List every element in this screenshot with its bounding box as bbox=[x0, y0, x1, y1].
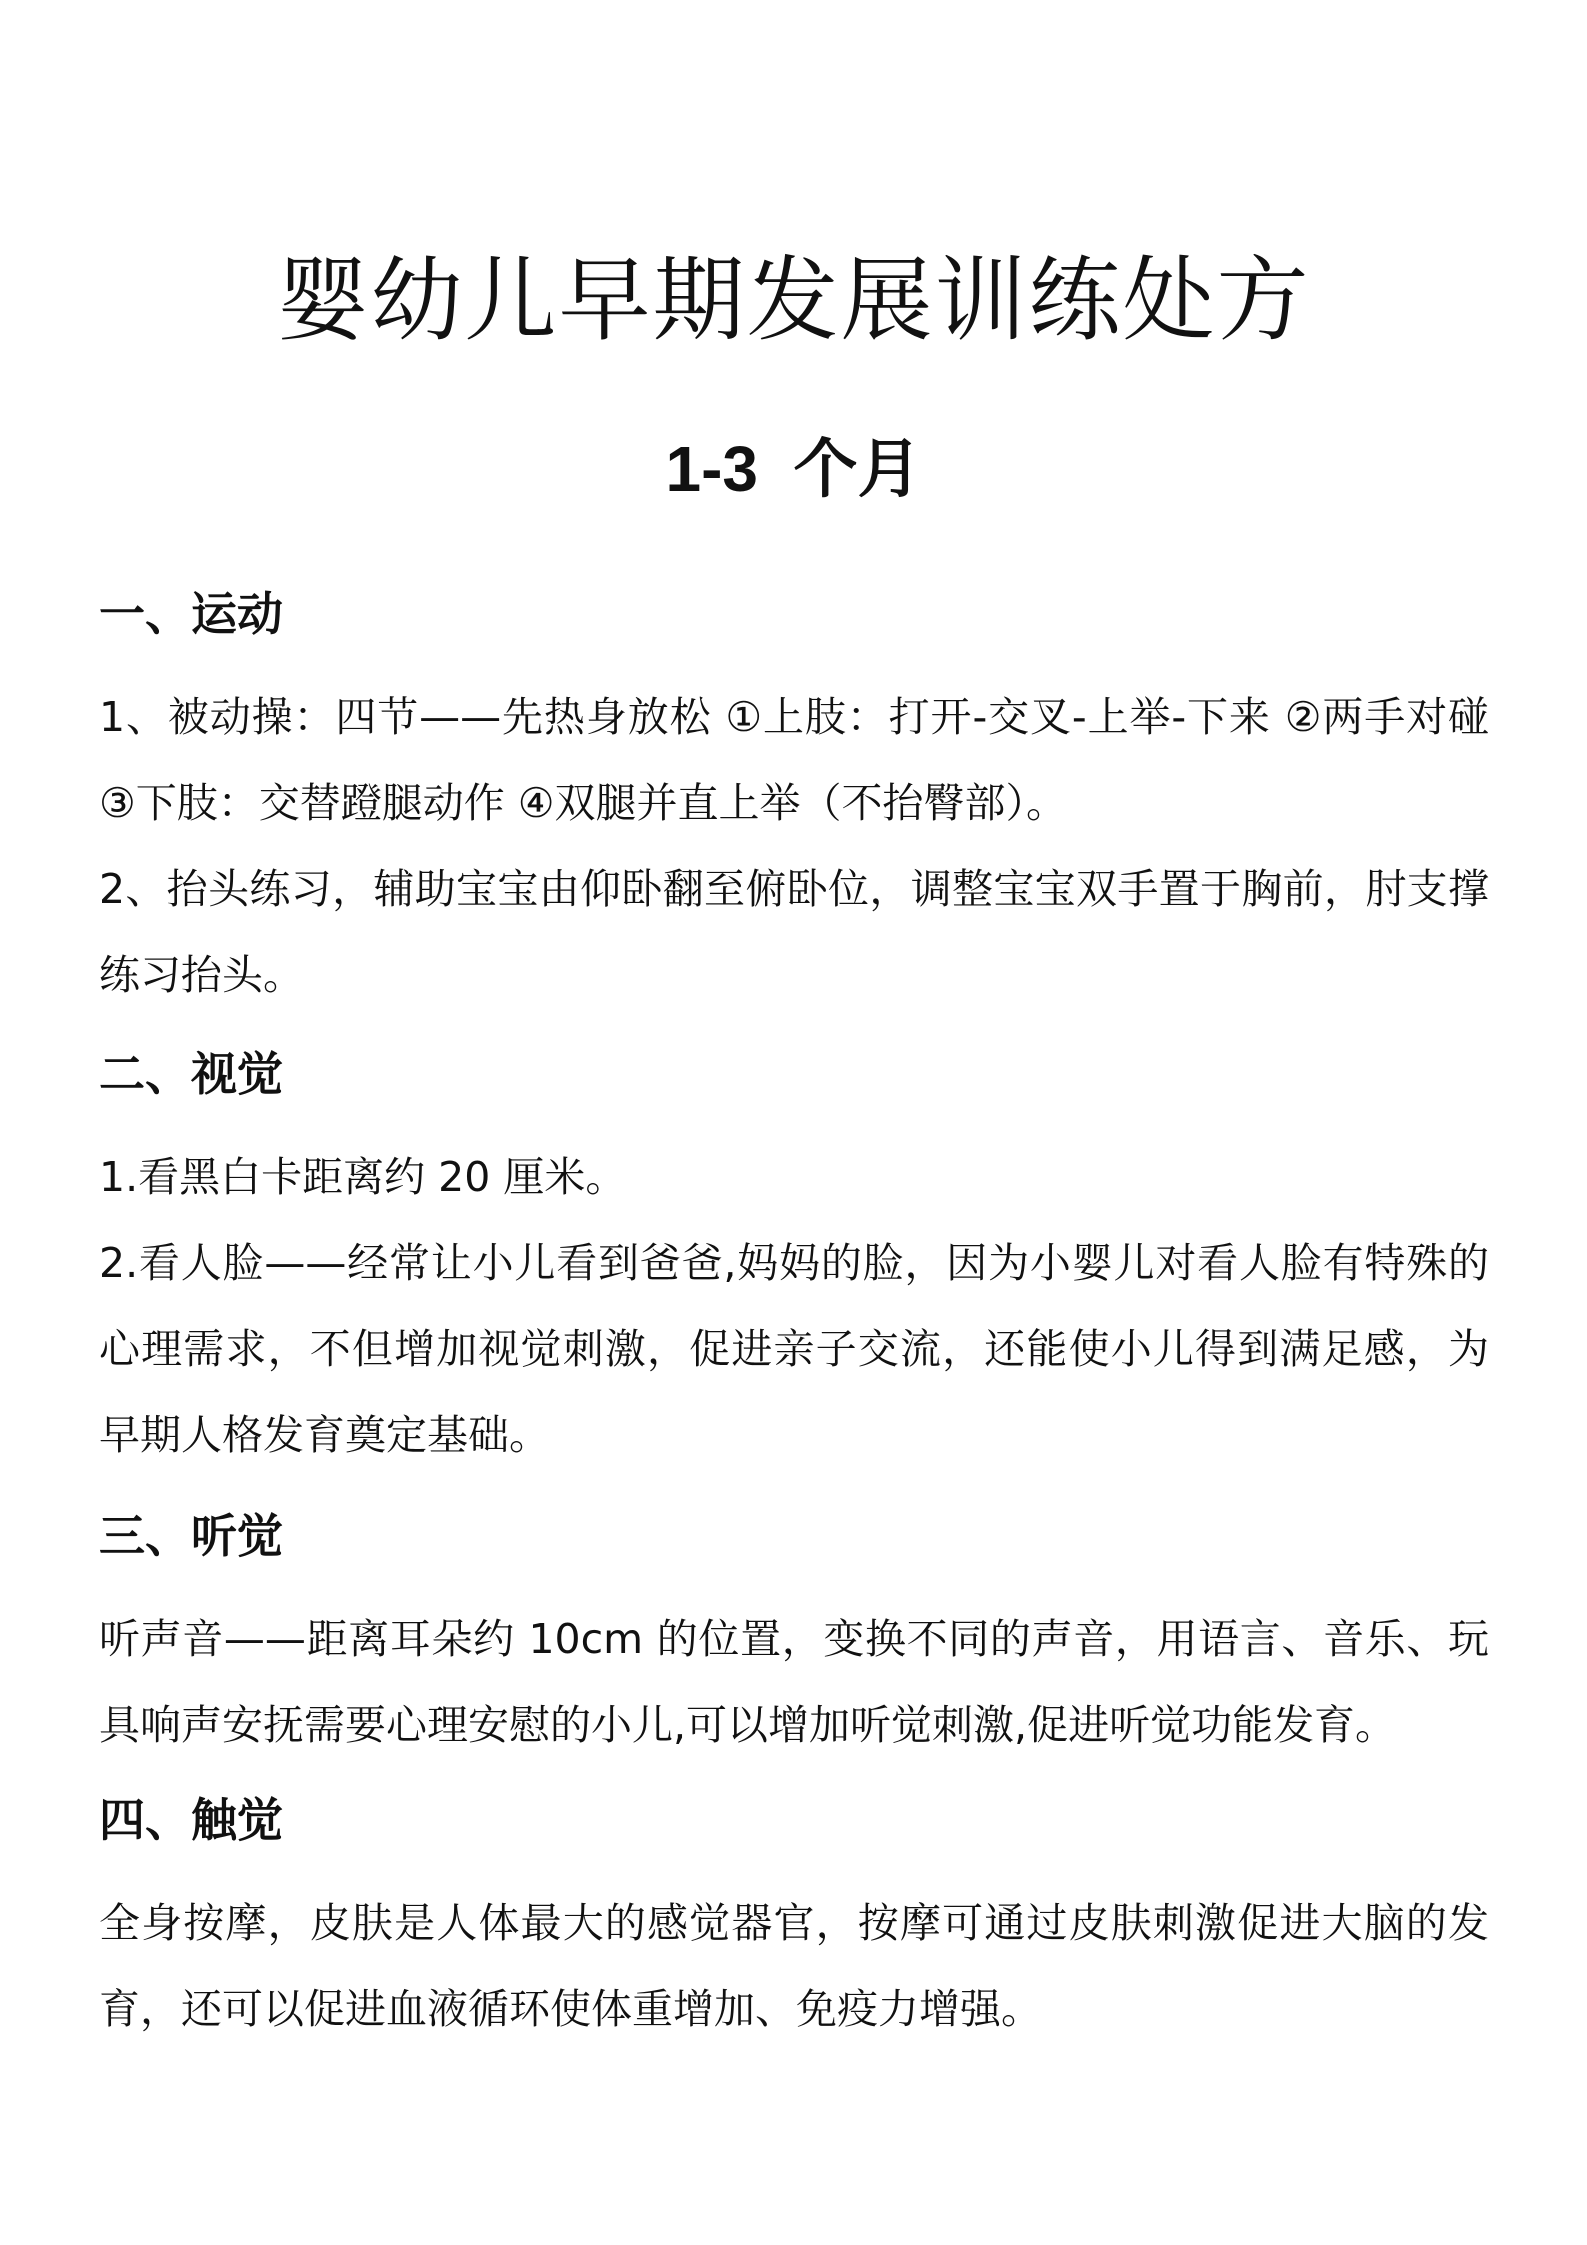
paragraph-passive-exercise: 1、被动操：四节——先热身放松 ①上肢：打开-交叉-上举-下来 ②两手对碰 ③下肢：交替蹬腿动作 ④双腿并直上举（不抬臀部）。 bbox=[99, 693, 1503, 827]
document-body bbox=[99, 574, 1503, 2052]
paragraph-listening: 听声音——距离耳朵约 10cm 的位置，变换不同的声音，用语言、音乐、玩具响声安抚需要心理安慰的小儿,可以增加听觉刺激,促进听觉功能发育。 bbox=[99, 1615, 1489, 1749]
paragraph-head-lift: 2、抬头练习，辅助宝宝由仰卧翻至俯卧位，调整宝宝双手置于胸前，肘支撑练习抬头。 bbox=[99, 865, 1489, 999]
section-hearing bbox=[99, 1496, 1489, 1768]
paragraph-black-white-card: 1.看黑白卡距离约 20 厘米。 bbox=[99, 1153, 627, 1201]
document-subtitle: 1-3 个月 bbox=[665, 433, 922, 505]
section-touch bbox=[99, 1780, 1489, 2052]
section-motor bbox=[99, 574, 1503, 1018]
document-title: 婴幼儿早期发展训练处方 bbox=[276, 247, 1311, 354]
paragraph-massage: 全身按摩，皮肤是人体最大的感觉器官，按摩可通过皮肤刺激促进大脑的发育，还可以促进血液循环使体重增加、免疫力增强。 bbox=[99, 1899, 1489, 2033]
section-heading-vision: 二、视觉 bbox=[99, 1047, 283, 1101]
section-vision bbox=[99, 1034, 1489, 1478]
section-heading-touch: 四、触觉 bbox=[99, 1793, 283, 1847]
section-heading-motor: 一、运动 bbox=[99, 587, 283, 641]
section-heading-hearing: 三、听觉 bbox=[99, 1509, 283, 1563]
paragraph-face-watching: 2.看人脸——经常让小儿看到爸爸,妈妈的脸，因为小婴儿对看人脸有特殊的心理需求，不但增加视觉刺激，促进亲子交流，还能使小儿得到满足感，为早期人格发育奠定基础。 bbox=[99, 1239, 1489, 1459]
